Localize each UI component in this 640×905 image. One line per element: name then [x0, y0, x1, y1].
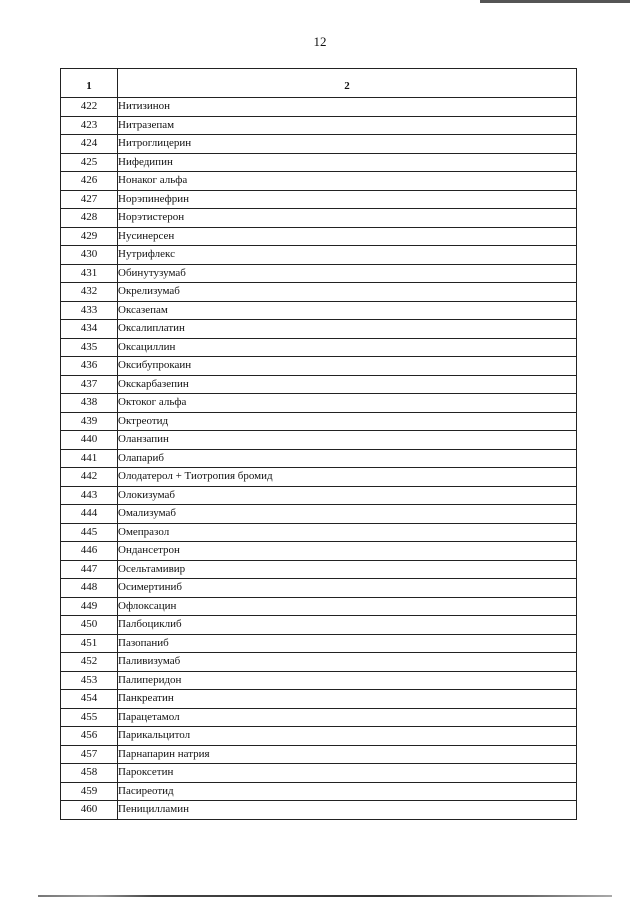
- table-row: [61, 745, 577, 764]
- row-number: 449: [61, 597, 118, 616]
- drug-name: Нутрифлекс: [118, 246, 577, 265]
- table-row: [61, 671, 577, 690]
- table-row: [61, 394, 577, 413]
- table-row: [61, 227, 577, 246]
- row-number: 460: [61, 801, 118, 820]
- row-number: 452: [61, 653, 118, 672]
- row-number: 424: [61, 135, 118, 154]
- row-number: 450: [61, 616, 118, 635]
- table-row: [61, 449, 577, 468]
- row-number: 439: [61, 412, 118, 431]
- table-row: [61, 801, 577, 820]
- table-row: [61, 190, 577, 209]
- drug-name: Парацетамол: [118, 708, 577, 727]
- row-number: 429: [61, 227, 118, 246]
- row-number: 427: [61, 190, 118, 209]
- page-number: 12: [313, 34, 327, 49]
- table-row: [61, 634, 577, 653]
- drug-name: Обинутузумаб: [118, 264, 577, 283]
- drug-name: Нонаког альфа: [118, 172, 577, 191]
- row-number: 433: [61, 301, 118, 320]
- row-number: 446: [61, 542, 118, 561]
- row-number: 441: [61, 449, 118, 468]
- table-row: [61, 375, 577, 394]
- table-row: [61, 560, 577, 579]
- drug-name: Оксибупрокаин: [118, 357, 577, 376]
- table-row: [61, 523, 577, 542]
- row-number: 459: [61, 782, 118, 801]
- drug-name: Нусинерсен: [118, 227, 577, 246]
- drug-name: Нитразепам: [118, 116, 577, 135]
- scan-artifact-bottom: [38, 895, 612, 897]
- row-number: 444: [61, 505, 118, 524]
- row-number: 431: [61, 264, 118, 283]
- drug-name: Парнапарин натрия: [118, 745, 577, 764]
- row-number: 458: [61, 764, 118, 783]
- drug-name: Омепразол: [118, 523, 577, 542]
- drug-name: Панкреатин: [118, 690, 577, 709]
- drug-name: Нитизинон: [118, 98, 577, 117]
- drug-name: Осимертиниб: [118, 579, 577, 598]
- table-row: [61, 283, 577, 302]
- table-row: [61, 579, 577, 598]
- drug-name: Олокизумаб: [118, 486, 577, 505]
- drug-name: Олодатерол + Тиотропия бромид: [118, 468, 577, 487]
- drug-name: Нитроглицерин: [118, 135, 577, 154]
- drug-name: Паливизумаб: [118, 653, 577, 672]
- drug-name: Пазопаниб: [118, 634, 577, 653]
- drug-name: Омализумаб: [118, 505, 577, 524]
- drug-name: Палбоциклиб: [118, 616, 577, 635]
- table-row: [61, 172, 577, 191]
- column-header-name: 2: [118, 69, 577, 98]
- drug-name: Октоког альфа: [118, 394, 577, 413]
- drug-name: Офлоксацин: [118, 597, 577, 616]
- table-row: [61, 764, 577, 783]
- table-row: [61, 616, 577, 635]
- column-header-number: 1: [61, 69, 118, 98]
- drug-name: Оксалиплатин: [118, 320, 577, 339]
- table-row: [61, 135, 577, 154]
- table-row: [61, 357, 577, 376]
- drug-name: Осельтамивир: [118, 560, 577, 579]
- drug-table: [60, 68, 577, 820]
- row-number: 442: [61, 468, 118, 487]
- table-row: [61, 431, 577, 450]
- row-number: 443: [61, 486, 118, 505]
- drug-name: Октреотид: [118, 412, 577, 431]
- drug-name: Окрелизумаб: [118, 283, 577, 302]
- table-row: [61, 153, 577, 172]
- row-number: 428: [61, 209, 118, 228]
- table-row: [61, 782, 577, 801]
- drug-name: Палиперидон: [118, 671, 577, 690]
- table-row: [61, 320, 577, 339]
- scan-artifact-top: [480, 0, 630, 3]
- drug-name: Парикальцитол: [118, 727, 577, 746]
- table-row: [61, 116, 577, 135]
- row-number: 454: [61, 690, 118, 709]
- row-number: 455: [61, 708, 118, 727]
- row-number: 448: [61, 579, 118, 598]
- drug-name: Оксазепам: [118, 301, 577, 320]
- row-number: 434: [61, 320, 118, 339]
- table-row: [61, 246, 577, 265]
- drug-name: Пароксетин: [118, 764, 577, 783]
- table-row: [61, 301, 577, 320]
- row-number: 438: [61, 394, 118, 413]
- row-number: 451: [61, 634, 118, 653]
- row-number: 422: [61, 98, 118, 117]
- row-number: 436: [61, 357, 118, 376]
- table-row: [61, 338, 577, 357]
- table-header-row: [61, 69, 577, 98]
- drug-name: Пеницилламин: [118, 801, 577, 820]
- drug-name: Норэтистерон: [118, 209, 577, 228]
- table-row: [61, 708, 577, 727]
- drug-name: Норэпинефрин: [118, 190, 577, 209]
- row-number: 445: [61, 523, 118, 542]
- table-row: [61, 727, 577, 746]
- table-row: [61, 209, 577, 228]
- row-number: 447: [61, 560, 118, 579]
- table-row: [61, 468, 577, 487]
- row-number: 432: [61, 283, 118, 302]
- drug-name: Олапариб: [118, 449, 577, 468]
- row-number: 440: [61, 431, 118, 450]
- table-row: [61, 264, 577, 283]
- table-row: [61, 542, 577, 561]
- row-number: 457: [61, 745, 118, 764]
- drug-name: Нифедипин: [118, 153, 577, 172]
- row-number: 426: [61, 172, 118, 191]
- row-number: 430: [61, 246, 118, 265]
- drug-name: Оланзапин: [118, 431, 577, 450]
- table-row: [61, 412, 577, 431]
- drug-name: Оксациллин: [118, 338, 577, 357]
- table-row: [61, 597, 577, 616]
- drug-name: Пасиреотид: [118, 782, 577, 801]
- row-number: 456: [61, 727, 118, 746]
- row-number: 435: [61, 338, 118, 357]
- row-number: 425: [61, 153, 118, 172]
- row-number: 437: [61, 375, 118, 394]
- table-row: [61, 690, 577, 709]
- table-row: [61, 653, 577, 672]
- table-row: [61, 486, 577, 505]
- row-number: 423: [61, 116, 118, 135]
- drug-name: Ондансетрон: [118, 542, 577, 561]
- table-body: [61, 98, 577, 820]
- table-row: [61, 505, 577, 524]
- table-row: [61, 98, 577, 117]
- row-number: 453: [61, 671, 118, 690]
- drug-name: Окскарбазепин: [118, 375, 577, 394]
